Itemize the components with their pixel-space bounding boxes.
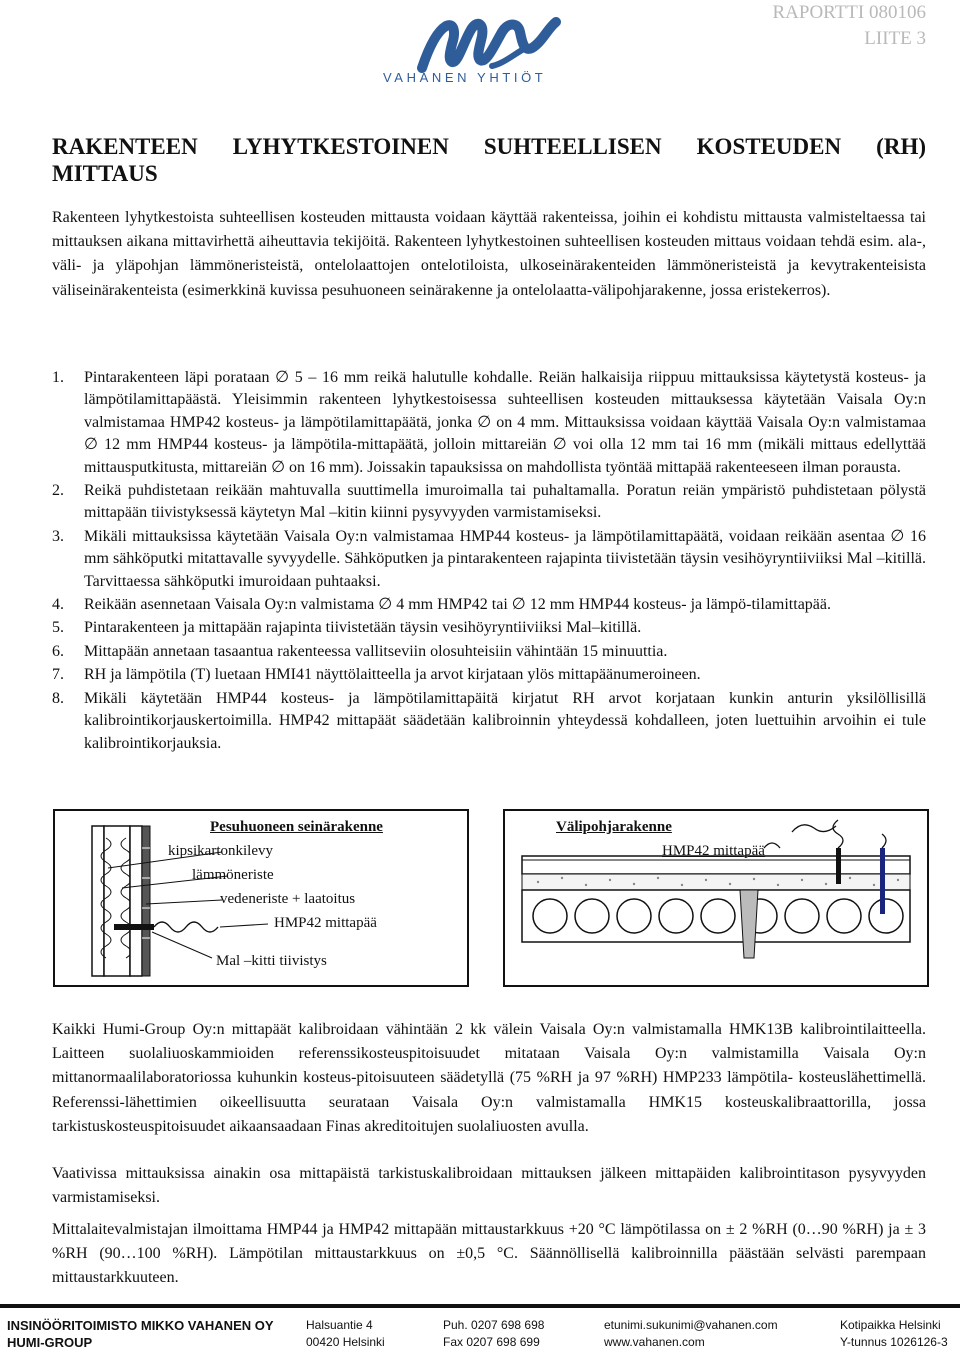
label-probe-left: HMP42 mittapää [274, 915, 377, 931]
hollow-cores [533, 899, 903, 933]
appendix-number: LIITE 3 [864, 28, 926, 49]
step-number: 1. [52, 369, 64, 386]
page-title: RAKENTEEN LYHYTKESTOINEN SUHTEELLISEN KOSTEUDEN (RH) [52, 134, 926, 159]
verification-paragraph: Vaativissa mittauksissa ainakin osa mittapäistä tarkistuskalibroidaan mittauksen jälkeen mittapäiden kalibrointitason pysyvyyden varmistamiseksi. [52, 1165, 926, 1207]
measurement-steps [52, 367, 926, 756]
step-text: Mittapään annetaan tasaantua rakenteessa vallitseviin olosuhteisiin vähintään 15 minuuttia. [84, 642, 668, 660]
footer-contact [604, 1317, 778, 1351]
list-item [52, 594, 926, 616]
step-text: Pintarakenteen ja mittapään rajapinta tiivistetään täysin vesihöyryntiiviiksi Mal–kitillä. [84, 619, 642, 637]
list-item [52, 480, 926, 525]
list-item [52, 617, 926, 639]
website-link[interactable]: www.vahanen.com [604, 1335, 705, 1349]
label-waterproofing: vedeneriste + laatoitus [220, 891, 356, 907]
step-number: 2. [52, 482, 64, 500]
list-item [52, 367, 926, 479]
label-insulation: lämmöneriste [192, 867, 274, 883]
domicile: Kotipaikka Helsinki [840, 1318, 941, 1332]
label-probe-right: HMP42 mittapää [662, 843, 765, 859]
accuracy-paragraph: Mittalaitevalmistajan ilmoittama HMP44 ja HMP42 mittapään mittaustarkkuus +20 °C lämpötilassa on ± 2 %RH (0…90 %RH) ja ± 3 %RH (90…100 %RH). Lämpötilan mittaustarkkuus on ±0,5 °C. Säännöllisellä kalibroinnilla päästään selvästi parempaan mittaustarkkuuteen. [52, 1221, 926, 1287]
step-text: Pintarakenteen läpi porataan ∅ 5 – 16 mm reikä halutulle kohdalle. Reiän halkaisija riippuu mittauksissa käytetystä kosteus- ja lämpötilamittapäästä. Yleisimmin rakenteen lyhytkestoisessa suhteellisen kosteuden mittauksessa käytetään Vaisala Oy:n valmistamaa HMP42 kosteus- ja lämpötilamittapäätä, jonka ∅ on 4 mm. Mittauksissa voidaan käyttää Vaisala Oy:n valmistamaa ∅ 12 mm HMP44 kosteus- ja lämpötila-mittapäätä, jolloin mittareiän ∅ voi olla 12 mm tai 16 mm (mikäli mittaus edellyttää mittausputkitusta, mittareiän ∅ on 16 mm). Joissakin tapauksissa on mahdollista työntää mittapää rakenteeseen ilman porausta. [84, 369, 926, 476]
step-number: 6. [52, 642, 64, 660]
business-id: Y-tunnus 1026126-3 [840, 1335, 948, 1349]
footer-registration [840, 1317, 948, 1351]
street-address: Halsuantie 4 [306, 1318, 373, 1332]
logo-text: VAHANEN YHTIÖT [383, 70, 547, 85]
label-mal-sealant: Mal –kitti tiivistys [216, 953, 327, 969]
calibration-paragraph: Kaikki Humi-Group Oy:n mittapäät kalibroidaan vähintään 2 kk välein Vaisala Oy:n valmistamalla HMK13B kalibrointilaitteella. Laitteen suolaliuoskammioiden referenssikosteuspitoisuudet mitataan Vaisala Oy:n valmistamilla Vaisala Oy:n mittanormaalilaboratoriossa kuhunkin kosteus-pitoisuuteen säädetyllä (75 %RH ja 97 %RH) HMP233 lämpötila- kosteuslähettimellä. Referenssi-lähettimien oikeellisuutta seurataan Vaisala Oy:n valmistamalla HMK15 kosteuskalibraattorilla, jossa tarkistuskosteuspitoisuudet aikaansaadaan Finas akreditoitujen suolaliuosten avulla. [52, 1021, 926, 1135]
footer-divider [0, 1304, 960, 1308]
step-text: Reikä puhdistetaan reikään mahtuvalla suuttimella imuroimalla tai puhaltamalla. Poratun reiän ympäristö puhdistetaan pölystä mittapään tiivistyksessä käytetyn Mal –kitin kiinni pysyvyyden varmistamiseksi. [84, 482, 926, 522]
list-item [52, 688, 926, 755]
wall-layers [92, 826, 150, 976]
page-title-line2: MITTAUS [52, 161, 158, 186]
label-gypsum-board: kipsikartonkilevy [168, 843, 273, 859]
company-name: INSINÖÖRITOIMISTO MIKKO VAHANEN OY [7, 1318, 274, 1333]
company-division: HUMI-GROUP [7, 1335, 93, 1350]
step-text: Mikäli mittauksissa käytetään Vaisala Oy:n valmistamaa HMP44 kosteus- ja lämpötilamittapäätä, voidaan reikään asentaa ∅ 16 mm sähköputki mitattavalle syvyydelle. Sähköputken ja pintarakenteen rajapinta tiivistetään täysin vesihöyryntiiviiksi Mal –kitillä. Tarvittaessa sähköputki imuroidaan puhtaaksi. [84, 527, 926, 590]
structure-figure [52, 808, 930, 998]
step-number: 8. [52, 689, 64, 707]
postal-address: 00420 Helsinki [306, 1335, 385, 1349]
footer-phone [443, 1317, 544, 1351]
list-item [52, 664, 926, 686]
footer-company [7, 1317, 274, 1351]
step-text: Mikäli käytetään HMP44 kosteus- ja lämpötilamittapäitä kirjatut RH arvot korjataan kunkin anturin yksilöllisillä kalibrointikorjauskertoimilla. HMP42 mittapäät säädetään kalibroinnin yhteydessä kohdalleen, joten luettuihin arvoihin ei tule kalibrointikorjauksia. [84, 689, 926, 752]
report-number: RAPORTTI 080106 [772, 2, 926, 23]
step-text: Reikään asennetaan Vaisala Oy:n valmistama ∅ 4 mm HMP42 tai ∅ 12 mm HMP44 kosteus- ja lämpö-tilamittapää. [84, 596, 831, 614]
intermediate-floor-title: Välipohjarakenne [556, 819, 672, 835]
intro-paragraph: Rakenteen lyhytkestoista suhteellisen kosteuden mittausta voidaan käyttää rakenteissa, joihin ei kohdistu mittausta valmisteltaessa tai mittauksen aikana mittavirhettä aiheuttavia tekijöitä. Rakenteen lyhytkestoinen suhteellisen kosteuden mittaus voidaan tehdä esim. ala-, väli- ja yläpohjan lämmöneristeistä, ontelolaattojen ontelotiloista, ulkoseinärakenteiden lämmöneristeistä ja kevytrakenteisista väliseinärakenteista (esimerkkinä kuvissa pesuhuoneen seinärakenne ja ontelolaatta-välipohjarakenne, jossa eristekerros). [52, 209, 926, 299]
report-reference [772, 0, 926, 52]
step-text: RH ja lämpötila (T) luetaan HMI41 näyttölaitteella ja arvot kirjataan ylös mittapäänumeroineen. [84, 666, 701, 684]
list-item [52, 641, 926, 663]
bathroom-wall-title: Pesuhuoneen seinärakenne [210, 819, 383, 835]
footer-address [306, 1317, 385, 1351]
step-number: 5. [52, 619, 64, 637]
list-item [52, 526, 926, 593]
step-number: 4. [52, 596, 64, 614]
email-link[interactable]: etunimi.sukunimi@vahanen.com [604, 1318, 778, 1332]
step-number: 3. [52, 527, 64, 545]
fax-number: Fax 0207 698 699 [443, 1335, 540, 1349]
step-number: 7. [52, 666, 64, 684]
phone-number: Puh. 0207 698 698 [443, 1318, 545, 1332]
